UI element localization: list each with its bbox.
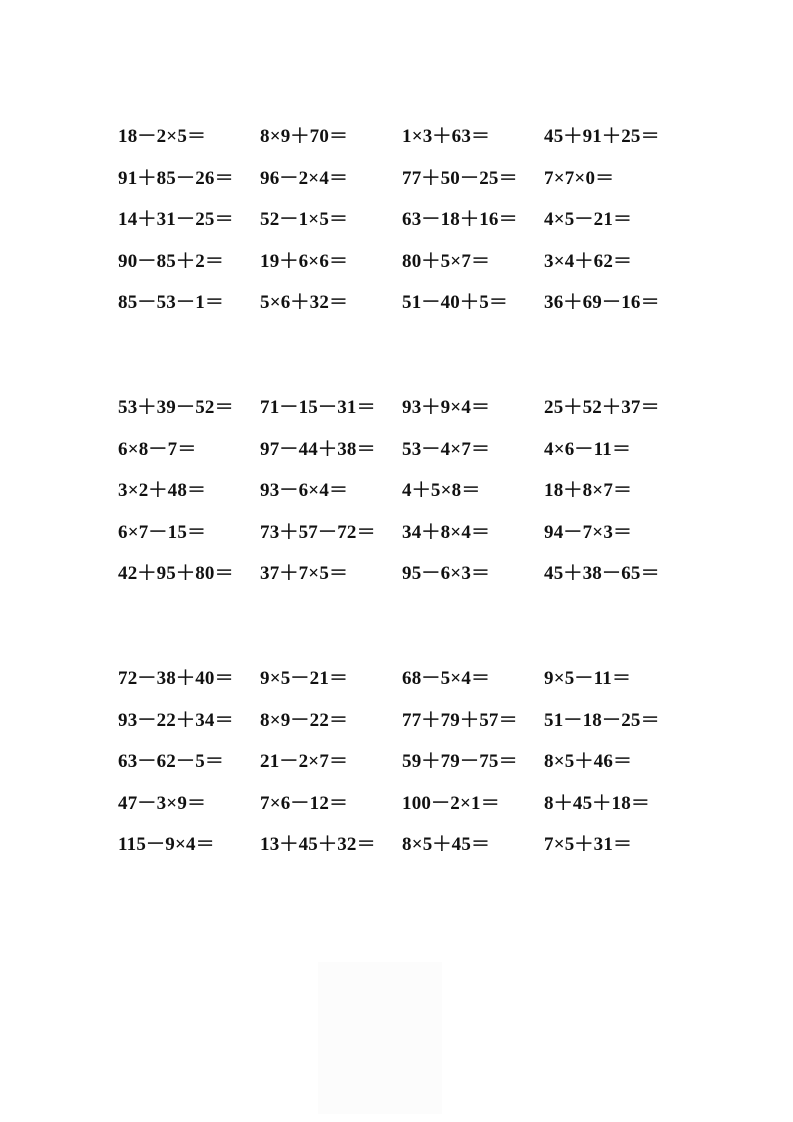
math-problem: 8×5＋45＝ [402,834,491,856]
math-problem: 13＋45＋32＝ [260,834,376,856]
problem-row [118,207,718,249]
math-problem: 53－4×7＝ [402,438,491,460]
problem-row [118,666,718,708]
math-problem: 6×7－15＝ [118,521,207,543]
math-problem: 19＋6×6＝ [260,250,349,272]
math-problem: 8＋45＋18＝ [544,792,651,814]
math-problem: 94－7×3＝ [544,521,633,543]
math-problem: 14＋31－25＝ [118,209,234,231]
math-problem: 59＋79－75＝ [402,751,518,773]
math-problem: 8×9＋70＝ [260,126,349,147]
math-problem: 18＋8×7＝ [544,480,633,502]
math-problem: 53＋39－52＝ [118,397,234,418]
math-problem: 37＋7×5＝ [260,563,349,585]
math-problem: 36＋69－16＝ [544,292,660,314]
math-problem: 63－18＋16＝ [402,209,518,231]
math-problem: 47－3×9＝ [118,792,207,814]
math-problem: 72－38＋40＝ [118,668,234,689]
math-problem: 51－18－25＝ [544,709,660,731]
math-problem: 73＋57－72＝ [260,521,376,543]
math-problem: 42＋95＋80＝ [118,563,234,585]
math-problem: 115－9×4＝ [118,834,215,856]
math-problem: 71－15－31＝ [260,397,376,418]
math-problem: 9×5－11＝ [544,668,632,689]
math-problem: 97－44＋38＝ [260,438,376,460]
math-problem: 85－53－1＝ [118,292,225,314]
math-problem: 6×8－7＝ [118,438,197,460]
math-problem: 18－2×5＝ [118,126,207,147]
math-problem: 95－6×3＝ [402,563,491,585]
math-problem: 3×4＋62＝ [544,250,633,272]
math-problem: 34＋8×4＝ [402,521,491,543]
problem-row [118,749,718,791]
math-problem: 5×6＋32＝ [260,292,349,314]
math-problem: 45＋91＋25＝ [544,126,660,147]
math-problem: 7×7×0＝ [544,167,615,189]
problem-row [118,166,718,208]
math-problem: 77＋79＋57＝ [402,709,518,731]
math-problem: 7×5＋31＝ [544,834,633,856]
problem-row [118,520,718,562]
math-problem: 45＋38－65＝ [544,563,660,585]
problem-row [118,561,718,603]
math-problem: 90－85＋2＝ [118,250,225,272]
math-problem: 8×9－22＝ [260,709,349,731]
math-problem: 8×5＋46＝ [544,751,633,773]
math-problem: 4＋5×8＝ [402,480,481,502]
problem-row [118,708,718,750]
math-problem: 91＋85－26＝ [118,167,234,189]
math-problem: 93＋9×4＝ [402,397,491,418]
math-problem: 21－2×7＝ [260,751,349,773]
problem-group-1 [118,124,718,332]
math-problem: 77＋50－25＝ [402,167,518,189]
math-problem: 100－2×1＝ [402,792,500,814]
math-problem: 4×6－11＝ [544,438,632,460]
problem-row [118,832,718,874]
math-problem: 7×6－12＝ [260,792,349,814]
math-problem: 63－62－5＝ [118,751,225,773]
problem-row [118,249,718,291]
math-problem: 93－6×4＝ [260,480,349,502]
math-problem: 9×5－21＝ [260,668,349,689]
math-problem: 80＋5×7＝ [402,250,491,272]
blank-area [318,962,442,1114]
problem-row [118,124,718,166]
problem-row [118,478,718,520]
problem-group-2 [118,395,718,603]
problem-row [118,791,718,833]
problem-row [118,395,718,437]
math-problem: 93－22＋34＝ [118,709,234,731]
math-problem: 96－2×4＝ [260,167,349,189]
math-problem: 52－1×5＝ [260,209,349,231]
math-problem: 51－40＋5＝ [402,292,509,314]
math-problem: 4×5－21＝ [544,209,633,231]
math-problem: 1×3＋63＝ [402,126,491,147]
problem-row [118,290,718,332]
problem-group-3 [118,666,718,874]
math-problem: 25＋52＋37＝ [544,397,660,418]
math-problem: 68－5×4＝ [402,668,491,689]
problem-row [118,437,718,479]
math-problem: 3×2＋48＝ [118,480,207,502]
